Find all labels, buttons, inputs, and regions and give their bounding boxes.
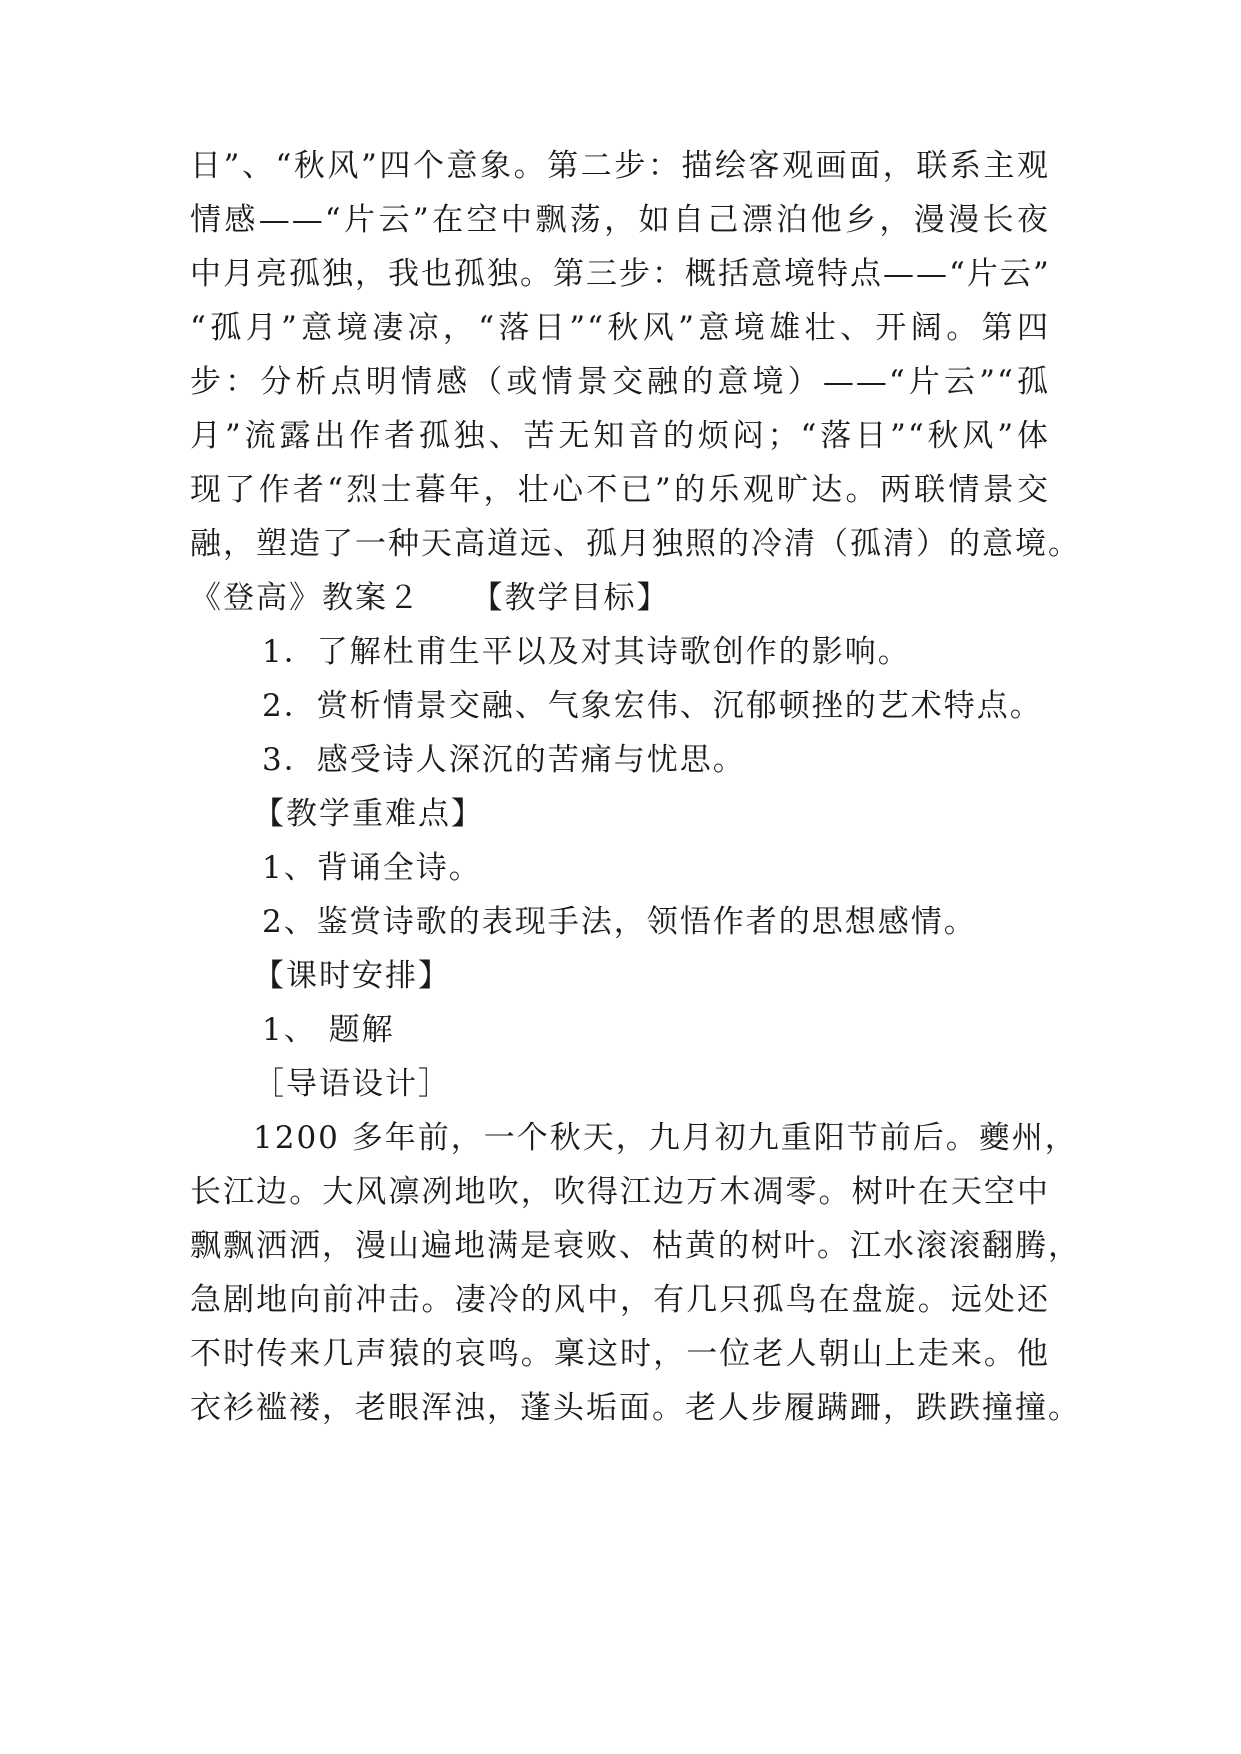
- paragraph-line: 急剧地向前冲击。凄冷的风中，有几只孤鸟在盘旋。远处还: [190, 1282, 1050, 1318]
- paragraph-line: 月”流露出作者孤独、苦无知音的烦闷；“落日”“秋风”体: [190, 418, 1050, 454]
- objective-item: 1．了解杜甫生平以及对其诗歌创作的影响。: [262, 634, 911, 670]
- paragraph-line: 1200 多年前，一个秋天，九月初九重阳节前后。夔州，: [253, 1120, 1078, 1156]
- paragraph-line: 情感——“片云”在空中飘荡，如自己漂泊他乡，漫漫长夜: [190, 202, 1050, 238]
- paragraph-line: 日”、“秋风”四个意象。第二步：描绘客观画面，联系主观: [190, 148, 1050, 184]
- key-point-item: 2、鉴赏诗歌的表现手法，领悟作者的思想感情。: [262, 904, 977, 940]
- section-heading: 【课时安排】: [253, 958, 451, 994]
- paragraph-line: 现了作者“烈士暮年，壮心不已”的乐观旷达。两联情景交: [190, 472, 1050, 508]
- paragraph-line: 融，塑造了一种天高道远、孤月独照的冷清（孤清）的意境。: [190, 526, 1081, 562]
- paragraph-line: 长江边。大风凛冽地吹，吹得江边万木凋零。树叶在天空中: [190, 1174, 1050, 1210]
- paragraph-line: “孤月”意境凄凉，“落日”“秋风”意境雄壮、开阔。第四: [190, 310, 1050, 346]
- key-point-item: 1、背诵全诗。: [262, 850, 482, 886]
- paragraph-line: 飘飘洒洒，漫山遍地满是衰败、枯黄的树叶。江水滚滚翻腾，: [190, 1228, 1081, 1264]
- subsection-heading: ［导语设计］: [253, 1066, 451, 1102]
- schedule-item: 1、 题解: [262, 1012, 395, 1048]
- paragraph-line: 衣衫褴褛，老眼浑浊，蓬头垢面。老人步履蹒跚，跌跌撞撞。: [190, 1390, 1081, 1426]
- lesson-plan-heading: 《登高》教案２ 【教学目标】: [190, 580, 670, 616]
- objective-item: 2．赏析情景交融、气象宏伟、沉郁顿挫的艺术特点。: [262, 688, 1043, 724]
- section-heading: 【教学重难点】: [253, 796, 484, 832]
- paragraph-line: 步：分析点明情感（或情景交融的意境）——“片云”“孤: [190, 364, 1050, 400]
- objective-item: 3．感受诗人深沉的苦痛与忧思。: [262, 742, 746, 778]
- paragraph-line: 不时传来几声猿的哀鸣。稟这时，一位老人朝山上走来。他: [190, 1336, 1050, 1372]
- paragraph-line: 中月亮孤独，我也孤独。第三步：概括意境特点——“片云”: [190, 256, 1051, 292]
